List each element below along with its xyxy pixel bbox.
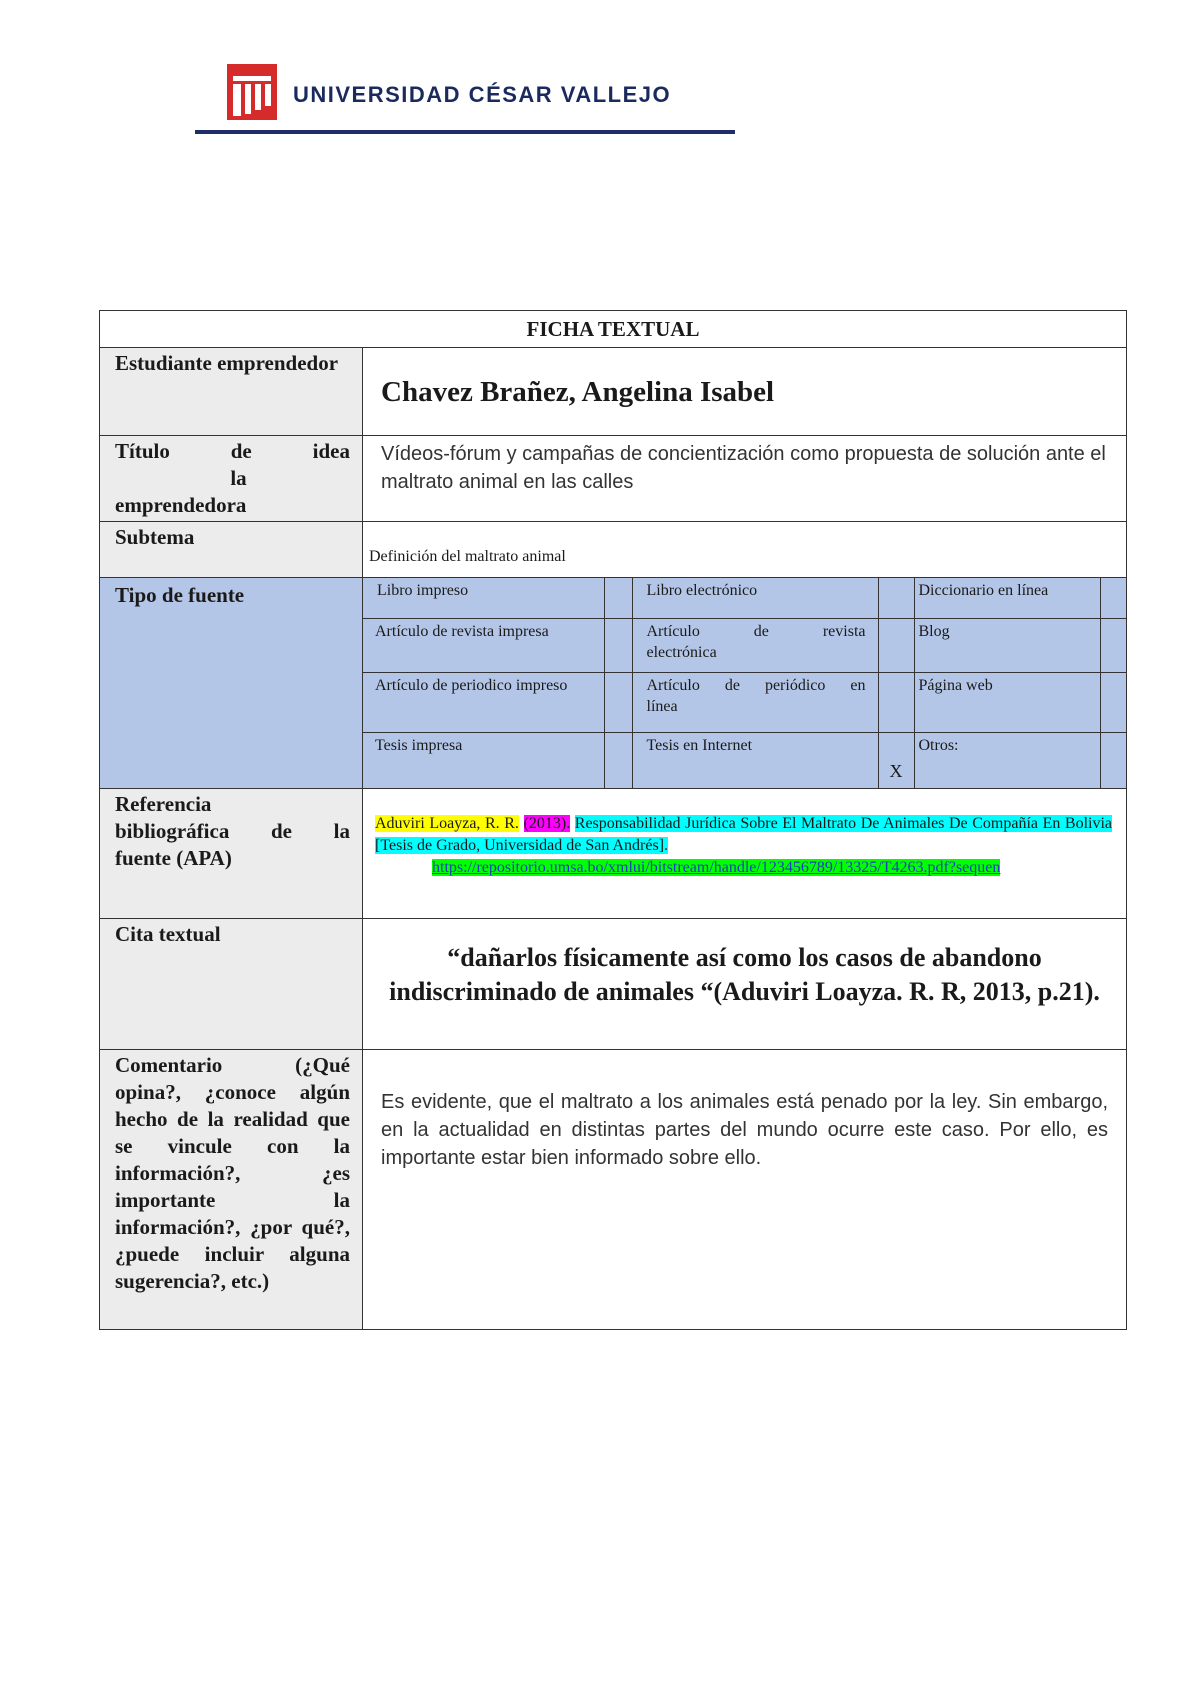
tipo-label: Tipo de fuente [100, 578, 363, 789]
ficha-textual-table [99, 310, 1127, 1330]
option-libro-impreso: Libro impreso [363, 578, 604, 618]
student-name: Chavez Brañez, Angelina Isabel [381, 376, 775, 408]
subtema-value: Definición del maltrato animal [369, 548, 566, 565]
checkbox-periodico-linea[interactable] [878, 672, 914, 732]
subtema-label: Subtema [100, 522, 363, 578]
option-periodico-impreso: Artículo de periodico impreso [363, 672, 604, 732]
ref-label: Referencia bibliográfica de la fuente (APA) [100, 789, 363, 919]
idea-label: Título de idea la emprendedora [100, 436, 363, 522]
option-otros: Otros: [914, 732, 1100, 788]
option-periodico-linea: Artículo de periódico en línea [632, 672, 878, 732]
checkbox-revista-electronica[interactable] [878, 618, 914, 672]
comentario-label: Comentario (¿Qué opina?, ¿conoce algún hecho de la realidad que se vincule con la información?, ¿es importante la información?, ¿por qué?, ¿puede incluir alguna sugerencia?, etc.) [100, 1050, 363, 1330]
option-tesis-impresa: Tesis impresa [363, 732, 604, 788]
source-type-grid [363, 578, 1127, 788]
option-revista-electronica: Artículo de revista electrónica [632, 618, 878, 672]
ref-title: Responsabilidad Jurídica Sobre El Maltrato De Animales De Compañía En Bolivia [Tesis de Grado, Universidad de San Andrés]. [375, 815, 1113, 854]
comentario-value: Es evidente, que el maltrato a los animales está penado por la ley. Sin embargo, en la actualidad en distintas partes del mundo ocurre este caso. Por ello, es importante estar bien informado sobre ello. [381, 1091, 1108, 1169]
option-revista-impresa: Artículo de revista impresa [363, 618, 604, 672]
checkbox-libro-impreso[interactable] [604, 578, 632, 618]
ref-author: Aduviri Loayza, R. R. [375, 815, 519, 832]
checkbox-tesis-internet-checked[interactable]: X [878, 732, 914, 788]
header-divider [195, 130, 735, 134]
checkbox-pagina-web[interactable] [1100, 672, 1127, 732]
checkbox-tesis-impresa[interactable] [604, 732, 632, 788]
checkbox-blog[interactable] [1100, 618, 1127, 672]
university-name: UNIVERSIDAD CÉSAR VALLEJO [293, 82, 672, 107]
option-tesis-internet: Tesis en Internet [632, 732, 878, 788]
checkbox-libro-electronico[interactable] [878, 578, 914, 618]
checkbox-diccionario[interactable] [1100, 578, 1127, 618]
reference-apa [363, 789, 1126, 879]
idea-value: Vídeos-fórum y campañas de concientización como propuesta de solución ante el maltrato animal en las calles [381, 443, 1106, 493]
ref-url-link[interactable]: https://repositorio.umsa.bo/xmlui/bitstream/handle/123456789/13325/T4263.pdf?sequen [432, 859, 1001, 876]
cita-value: “dañarlos físicamente así como los casos de abandono indiscriminado de animales “(Aduviri Loayza. R. R, 2013, p.21). [389, 943, 1100, 1006]
cita-label: Cita textual [100, 919, 363, 1050]
student-label: Estudiante emprendedor [100, 348, 363, 436]
ficha-title: FICHA TEXTUAL [100, 311, 1127, 348]
ucv-crest-icon [227, 64, 277, 120]
option-blog: Blog [914, 618, 1100, 672]
university-header [227, 64, 737, 134]
checkbox-revista-impresa[interactable] [604, 618, 632, 672]
option-diccionario: Diccionario en línea [914, 578, 1100, 618]
option-pagina-web: Página web [914, 672, 1100, 732]
checkbox-otros[interactable] [1100, 732, 1127, 788]
checkbox-periodico-impreso[interactable] [604, 672, 632, 732]
ref-year: (2013). [523, 815, 571, 832]
option-libro-electronico: Libro electrónico [632, 578, 878, 618]
